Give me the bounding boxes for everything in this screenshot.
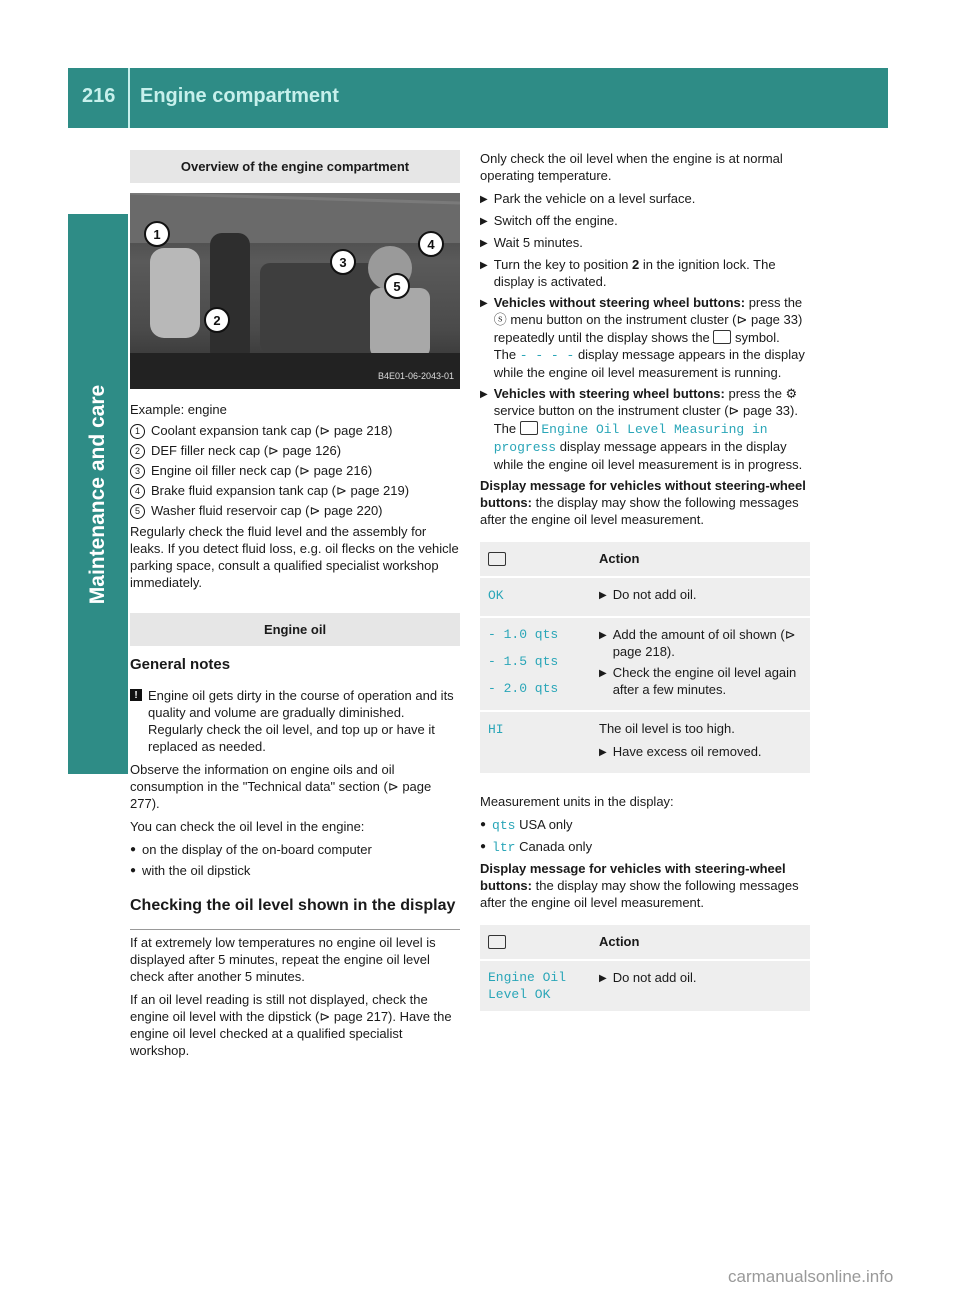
step: ▶ Park the vehicle on a level surface. — [480, 191, 696, 206]
checking-paragraph-1: If at extremely low temperatures no engine oil level is displayed after 5 minutes, repeat the engine oil level check after another 5 minutes. — [130, 935, 436, 984]
environment-note: ! Engine oil gets dirty in the course of operation and its quality and volume are gradually diminished. Regularly check the oil level, and top up or have it replaced as needed. — [130, 687, 460, 755]
list-item: ● on the display of the on-board computer — [130, 842, 372, 857]
oil-can-icon — [713, 330, 731, 344]
fluid-paragraph: Regularly check the fluid level and the assembly for leaks. If you detect fluid loss, e.g. oil flecks on the vehicle parking space, consult a qualified specialist workshop immediately. — [130, 524, 459, 590]
table-row: OK ▶ Do not add oil. — [480, 577, 810, 617]
checking-paragraph-2: If an oil level reading is still not displayed, check the engine oil level with the dipstick (⊳ page 217). Have the engine oil level checked at a qualified specialist workshop. — [130, 992, 452, 1058]
note-icon: ! — [130, 689, 142, 701]
oil-can-icon — [520, 421, 538, 435]
callout-1: 1 — [144, 221, 170, 247]
intro-paragraph: Only check the oil level when the engine is at normal operating temperature. — [480, 151, 783, 183]
callout-3: 3 — [330, 249, 356, 275]
callout-2: 2 — [204, 307, 230, 333]
table-row: HI The oil level is too high. ▶ Have excess oil removed. — [480, 711, 810, 774]
message-table-1: Action OK ▶ Do not add oil. - 1.0 qts - 1.5 qts - 2.0 qts ▶ Add the amount of oil shown (⊳ page 218). ▶ Check the engine oil level again after a few minutes. HI The oil level is too high. ▶ Have excess oil removed. — [480, 542, 810, 775]
step: ▶ Turn the key to position 2 in the ignition lock. The display is activated. — [480, 257, 776, 289]
step: ▶ Vehicles with steering wheel buttons: press the ⚙ service button on the instrument cluster (⊳ page 33). The Engine Oil Level Measuring in progress display message appears in the display while the engine oil level measurement is in progress. — [480, 386, 803, 472]
check-methods-paragraph: You can check the oil level in the engine: — [130, 819, 365, 834]
engine-illustration — [130, 193, 460, 389]
legend-item: 3 Engine oil filler neck cap (⊳ page 216) — [130, 462, 460, 479]
message-table-2: Action Engine Oil Level OK ▶ Do not add oil. — [480, 925, 810, 1013]
legend-item: 1 Coolant expansion tank cap (⊳ page 218) — [130, 422, 460, 439]
callout-4: 4 — [418, 231, 444, 257]
list-item: ● qts USA only — [480, 817, 573, 833]
engine-oil-heading: Engine oil — [130, 613, 460, 646]
side-tab-label: Maintenance and care — [86, 384, 110, 604]
watermark: carmanualsonline.info — [728, 1267, 894, 1286]
step: ▶ Switch off the engine. — [480, 213, 618, 228]
units-label: Measurement units in the display: — [480, 794, 674, 809]
general-notes-heading: General notes — [130, 656, 231, 673]
display-icon — [488, 552, 506, 566]
left-column — [130, 150, 460, 1065]
table-row: - 1.0 qts - 1.5 qts - 2.0 qts ▶ Add the amount of oil shown (⊳ page 218). ▶ Check the engine oil level again after a few minutes. — [480, 617, 810, 711]
step: ▶ Wait 5 minutes. — [480, 235, 583, 250]
msg2-paragraph: Display message for vehicles with steering-wheel buttons: the display may show the following messages after the engine oil level measurement. — [480, 861, 799, 910]
legend-item: 4 Brake fluid expansion tank cap (⊳ page 219) — [130, 482, 460, 499]
header-divider — [128, 68, 130, 128]
checking-heading: Checking the oil level shown in the display — [130, 895, 460, 930]
display-icon — [488, 935, 506, 949]
page-number: 216 — [82, 85, 116, 107]
engine-photo — [130, 193, 460, 389]
legend-item: 5 Washer fluid reservoir cap (⊳ page 220) — [130, 502, 460, 519]
right-column — [480, 150, 810, 1031]
table-row: Engine Oil Level OK ▶ Do not add oil. — [480, 960, 810, 1012]
msg1-paragraph: Display message for vehicles without steering-wheel buttons: the display may show the following messages after the engine oil level measurement. — [480, 478, 806, 527]
overview-heading: Overview of the engine compartment — [130, 150, 460, 183]
side-tab — [68, 214, 128, 774]
technical-data-paragraph: Observe the information on engine oils and oil consumption in the "Technical data" section (⊳ page 277). — [130, 762, 432, 811]
photo-code: B4E01-06-2043-01 — [377, 371, 454, 381]
step: ▶ Vehicles without steering wheel buttons: press the ⓢ menu button on the instrument cluster (⊳ page 33) repeatedly until the display shows the symbol. The - - - - display message appears in the display while the engine oil level measurement is running. — [480, 295, 805, 380]
section-title: Engine compartment — [140, 85, 339, 107]
legend-item: 2 DEF filler neck cap (⊳ page 126) — [130, 442, 460, 459]
list-item: ● ltr Canada only — [480, 839, 593, 855]
caption-label: Example: engine — [130, 402, 227, 417]
list-item: ● with the oil dipstick — [130, 863, 251, 878]
callout-5: 5 — [384, 273, 410, 299]
